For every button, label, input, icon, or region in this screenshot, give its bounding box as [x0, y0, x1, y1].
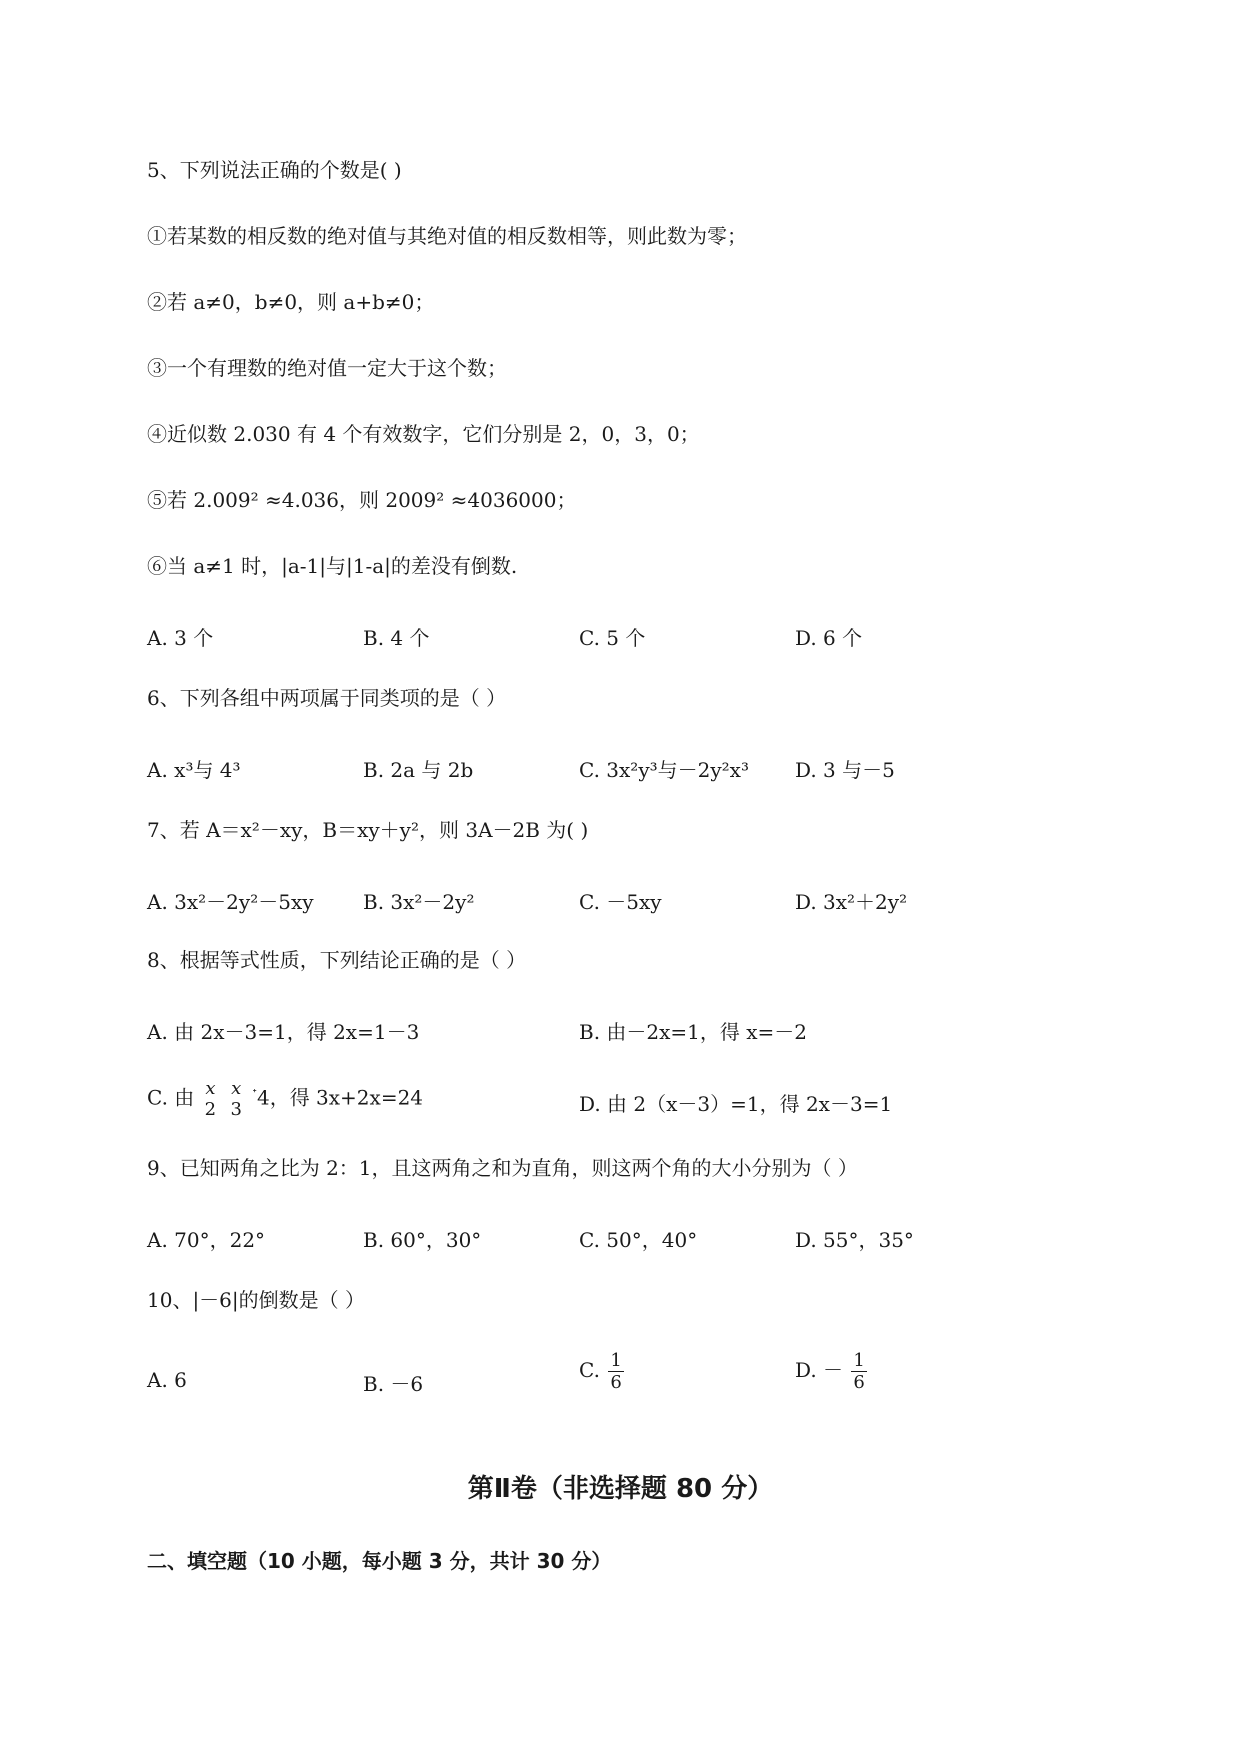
q7-options	[147, 886, 1107, 926]
section-title: 第Ⅱ卷（非选择题 80 分）	[467, 1474, 774, 1504]
q8-fraction-x-over-2	[203, 1078, 218, 1120]
q8-option-c-suffix: 4，得 3x+2x=24	[256, 1085, 424, 1110]
q8-fraction-2-numerator: x	[231, 1078, 242, 1099]
q6-option-d: D. 3 与－5	[795, 758, 895, 782]
q10-option-c-numerator: 1	[610, 1350, 622, 1371]
q5-stem: 5、下列说法正确的个数是( )	[147, 158, 402, 182]
q10-option-c-label: C.	[579, 1358, 600, 1382]
q5-statement-2: ②若 a≠0，b≠0，则 a+b≠0；	[147, 290, 435, 314]
q8-option-c-prefix: C. 由	[147, 1085, 195, 1110]
q8-option-a: A. 由 2x－3=1，得 2x=1－3	[147, 1020, 420, 1044]
q9-stem: 9、已知两角之比为 2：1，且这两角之和为直角，则这两个角的大小分别为（ ）	[147, 1156, 858, 1180]
q9-option-d: D. 55°，35°	[795, 1228, 914, 1252]
q5-statement-1: ①若某数的相反数的绝对值与其绝对值的相反数相等，则此数为零；	[147, 224, 747, 248]
q10-option-a: A. 6	[147, 1368, 187, 1392]
q8-option-d: D. 由 2（x－3）=1，得 2x－3=1	[579, 1092, 893, 1116]
q5-options	[147, 622, 1107, 662]
q5-statement-6: ⑥当 a≠1 时，|a-1|与|1-a|的差没有倒数.	[147, 554, 518, 578]
q5-option-c: C. 5 个	[579, 626, 646, 650]
q8-options-row-2	[147, 1078, 1107, 1138]
q9-option-c: C. 50°，40°	[579, 1228, 698, 1252]
q10-option-c-denominator: 6	[610, 1372, 622, 1393]
q5-statement-4: ④近似数 2.030 有 4 个有效数字，它们分别是 2，0，3，0；	[147, 422, 700, 446]
q8-fraction-1-numerator: x	[205, 1078, 216, 1099]
q8-option-c-garbled-sign: ᐩ	[252, 1085, 257, 1100]
q8-option-b: B. 由－2x=1，得 x=－2	[579, 1020, 808, 1044]
q9-option-a: A. 70°，22°	[147, 1228, 266, 1252]
q5-statement-5: ⑤若 2.009² ≈4.036，则 2009² ≈4036000；	[147, 488, 577, 512]
q10-option-d	[795, 1350, 869, 1393]
q8-stem: 8、根据等式性质，下列结论正确的是（ ）	[147, 948, 527, 972]
q10-stem: 10、|－6|的倒数是（ ）	[147, 1288, 366, 1312]
q7-option-b: B. 3x²－2y²	[363, 890, 475, 914]
q8-options-row-1	[147, 1016, 1107, 1056]
q8-fraction-2-denominator: 3	[230, 1099, 242, 1120]
q9-options	[147, 1224, 1107, 1264]
q5-option-b: B. 4 个	[363, 626, 430, 650]
q8-fraction-1-denominator: 2	[204, 1099, 217, 1120]
q8-fraction-x-over-3	[228, 1078, 243, 1120]
q10-fraction-negative-one-sixth	[851, 1350, 866, 1393]
q5-option-a: A. 3 个	[147, 626, 214, 650]
q10-option-b: B. －6	[363, 1372, 424, 1396]
q6-option-c: C. 3x²y³与－2y²x³	[579, 758, 749, 782]
q10-option-d-numerator: 1	[853, 1350, 865, 1371]
q6-option-a: A. x³与 4³	[147, 758, 241, 782]
q5-option-d: D. 6 个	[795, 626, 863, 650]
part-title: 二、填空题（10 小题，每小题 3 分，共计 30 分）	[147, 1549, 612, 1573]
q10-option-d-label: D. －	[795, 1358, 844, 1382]
q7-option-d: D. 3x²＋2y²	[795, 890, 908, 914]
q10-option-c	[579, 1350, 626, 1393]
q8-option-c	[147, 1078, 423, 1120]
q10-options	[147, 1350, 1107, 1410]
q9-option-b: B. 60°，30°	[363, 1228, 482, 1252]
q6-option-b: B. 2a 与 2b	[363, 758, 474, 782]
q10-option-d-denominator: 6	[853, 1372, 865, 1393]
q6-options	[147, 754, 1107, 794]
q7-option-a: A. 3x²－2y²－5xy	[147, 890, 314, 914]
q6-stem: 6、下列各组中两项属于同类项的是（ ）	[147, 686, 507, 710]
q5-statement-3: ③一个有理数的绝对值一定大于这个数；	[147, 356, 507, 380]
q7-option-c: C. －5xy	[579, 890, 662, 914]
q10-fraction-one-sixth	[608, 1350, 623, 1393]
q7-stem: 7、若 A＝x²－xy，B＝xy＋y²，则 3A－2B 为( )	[147, 818, 589, 842]
